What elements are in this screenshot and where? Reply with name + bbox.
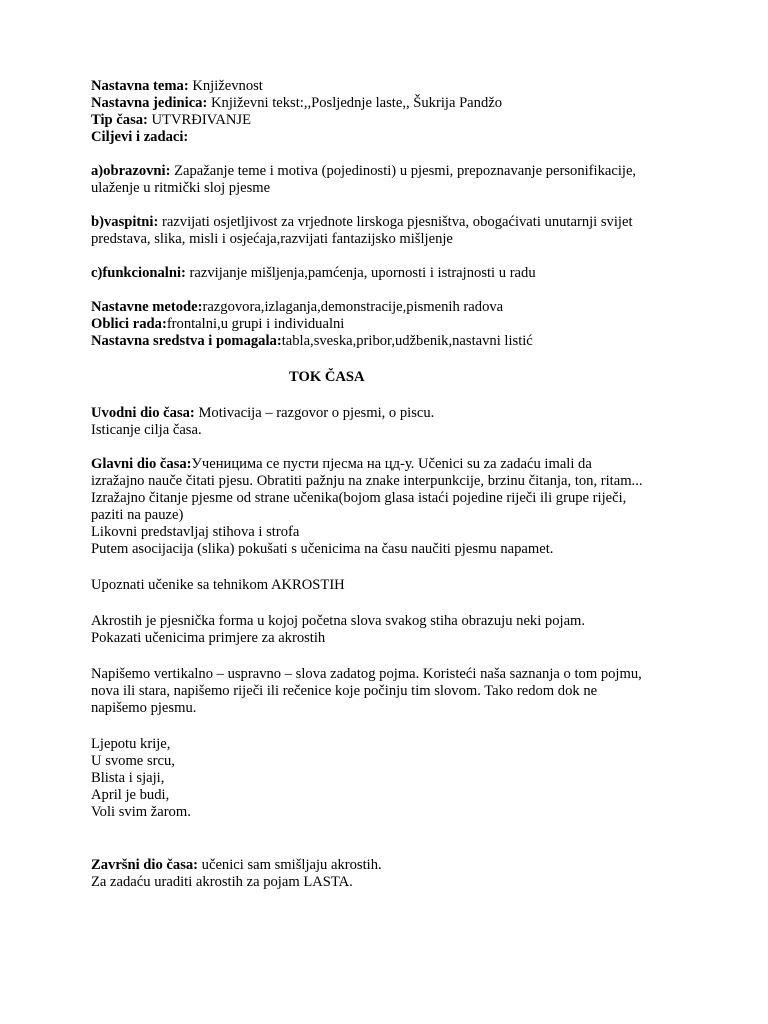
vaspitni-text-2: predstava, slika, misli i osjećaja,razvijati fantazijsko mišljenje — [91, 231, 453, 247]
poem-line: April je budi, — [91, 787, 170, 803]
metode-label: Nastavne metode: — [91, 299, 203, 315]
sredstva-row — [91, 333, 691, 350]
uvodni-line-2: Isticanje cilja časa. — [91, 422, 202, 438]
funkcionalni-text: razvijanje mišljenja,pamćenja, upornosti i istrajnosti u radu — [185, 265, 536, 281]
glavni-text-3: Izražajno čitanje pjesme od strane učenika(bojom glasa istaći pojedine riječi ili grupe riječi, — [91, 490, 627, 506]
uvodni-row — [91, 405, 691, 422]
uvodni-value: Motivacija – razgovor o pjesmi, o piscu. — [194, 405, 435, 421]
tip-label: Tip časa: — [91, 112, 148, 128]
funkcionalni-row — [91, 265, 691, 282]
lesson-plan-document — [91, 78, 691, 891]
glavni-text-4: paziti na pauze) — [91, 507, 184, 523]
vaspitni-label: b)vaspitni: — [91, 214, 159, 230]
akrostih-definition-1: Akrostih je pjesnička forma u kojoj početna slova svakog stiha obrazuju neki pojam. — [91, 613, 586, 629]
jedinica-row — [91, 95, 691, 112]
napisemo-text-1: Napišemo vertikalno – uspravno – slova zadatog pojma. Koristeći naša saznanja o tom pojmu, — [91, 666, 642, 682]
ciljevi-label: Ciljevi i zadaci: — [91, 129, 189, 145]
tema-label: Nastavna tema: — [91, 78, 189, 94]
obrazovni-text-1: Zapažanje teme i motiva (pojedinosti) u pjesmi, prepoznavanje personifikacije, — [170, 163, 637, 179]
glavni-text-5: Likovni predstavljaj stihova i strofa — [91, 524, 300, 540]
poem-line: U svome srcu, — [91, 753, 175, 769]
oblici-row — [91, 316, 691, 333]
glavni-text-6: Putem asocijacija (slika) pokušati s učenicima na času naučiti pjesmu napamet. — [91, 541, 554, 557]
glavni-text-1: Ученицима се пусти пјесма на цд-у. Učenici su za zadaću imali da — [191, 456, 592, 472]
tip-value: UTVRĐIVANJE — [147, 112, 252, 128]
tip-row — [91, 112, 691, 129]
sredstva-value: tabla,sveska,pribor,udžbenik,nastavni listić — [281, 333, 533, 349]
glavni-text-2: izražajno nauče čitati pjesu. Obratiti pažnju na znake interpunkcije, brzinu čitanja, ton, ritam... — [91, 473, 643, 489]
tok-casa-title: TOK ČASA — [289, 369, 365, 385]
metode-value: razgovora,izlaganja,demonstracije,pismenih radova — [202, 299, 504, 315]
akrostih-intro: Upoznati učenike sa tehnikom AKROSTIH — [91, 577, 345, 593]
oblici-label: Oblici rada: — [91, 316, 167, 332]
akrostih-definition-2: Pokazati učenicima primjere za akrostih — [91, 630, 326, 646]
funkcionalni-label: c)funkcionalni: — [91, 265, 186, 281]
ciljevi-heading — [91, 129, 691, 146]
zavrsni-value: učenici sam smišljaju akrostih. — [198, 857, 382, 873]
jedinica-label: Nastavna jedinica: — [91, 95, 208, 111]
uvodni-label: Uvodni dio časa: — [91, 405, 195, 421]
napisemo-text-3: napišemo pjesmu. — [91, 700, 197, 716]
akrostih-poem — [91, 736, 691, 821]
zadaca-text: Za zadaću uraditi akrostih za pojam LASTA. — [91, 874, 353, 890]
tema-value: Književnost — [188, 78, 263, 94]
zavrsni-label: Završni dio časa: — [91, 857, 199, 873]
obrazovni-text-2: ulaženje u ritmički sloj pjesme — [91, 180, 271, 196]
napisemo-text-2: nova ili stara, napišemo riječi ili rečenice koje počinju tim slovom. Tako redom dok ne — [91, 683, 598, 699]
tema-row — [91, 78, 691, 95]
poem-line: Blista i sjaji, — [91, 770, 165, 786]
oblici-value: frontalni,u grupi i individualni — [166, 316, 345, 332]
sredstva-label: Nastavna sredstva i pomagala: — [91, 333, 282, 349]
obrazovni-label: a)obrazovni: — [91, 163, 171, 179]
glavni-row — [91, 456, 691, 473]
zavrsni-row — [91, 857, 691, 874]
poem-line: Ljepotu krije, — [91, 736, 171, 752]
jedinica-value: Književni tekst:,,Posljednje laste,, Šukrija Pandžo — [207, 95, 503, 111]
obrazovni-row — [91, 163, 691, 180]
glavni-label: Glavni dio časa: — [91, 456, 192, 472]
poem-line: Voli svim žarom. — [91, 804, 191, 820]
metode-row — [91, 299, 691, 316]
vaspitni-text-1: razvijati osjetljivost za vrjednote lirskoga pjesništva, obogaćivati unutarnji svijet — [158, 214, 633, 230]
vaspitni-row — [91, 214, 691, 231]
